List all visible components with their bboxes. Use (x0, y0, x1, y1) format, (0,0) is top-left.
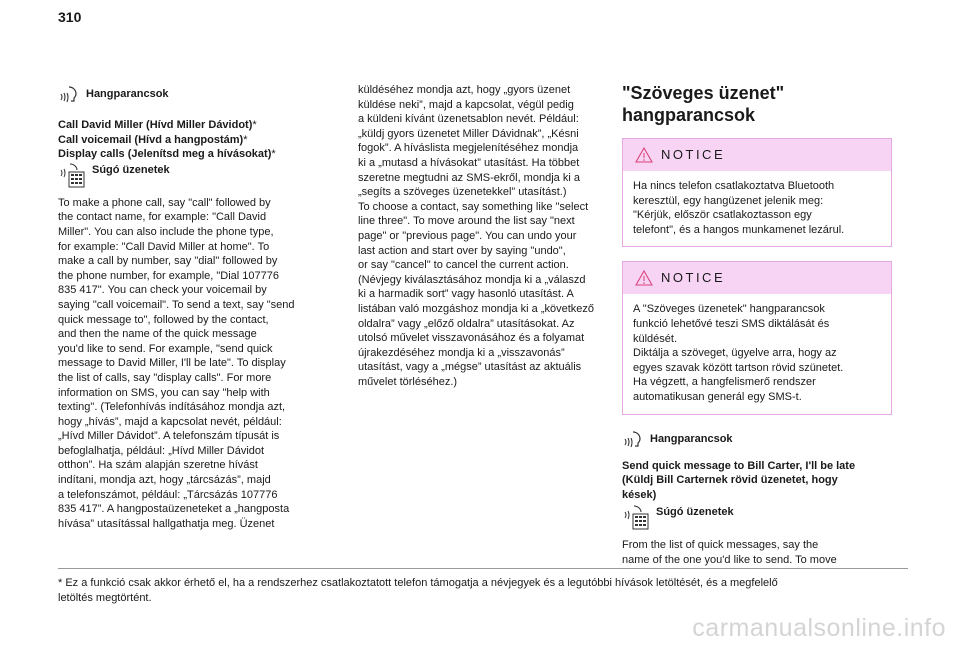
voice-command-icon (58, 84, 82, 108)
notice-header (623, 139, 891, 171)
tips-header (622, 504, 892, 532)
voice-command-icon (622, 429, 646, 453)
column-right (622, 82, 892, 568)
command-item: Call voicemail (Hívd a hangpostám)* (58, 133, 248, 146)
command-item: Display calls (Jelenítsd meg a hívásokat)* (58, 148, 276, 161)
body-text: küldéséhez mondja azt, hogy „gyors üzenet küldése neki”, majd a kapcsolat, végül pedig a küldeni kívánt üzenetsablon nevét. Például: „küldj gyors üzenetet Miller Dávidnak”, „Késni fogok”. A híváslista megjelenítéséhez mondja ki a „mutasd a hívásokat” utasítást. Ha többet szeretne megtudni az SMS-ekről, mondja ki a „segíts a szöveges üzenetekkel” utasítást.) To choose a contact, say something like "select line three". To move around the list say "next page" or "previous page". You can undo your last action and start over by saying "undo", or say "cancel" to cancel the current action. (Névjegy kiválasztásához mondja ki a „válaszd ki a harmadik sort” vagy hasonló utasítást. A listában való mozgáshoz mondja ki a „következő oldalra” vagy „előző oldalra” utasításokat. Az utolsó művelet visszavonásához és a folyamat újrakezdéséhez mondja ki a „visszavonás” utasítást, vagy a „mégse” utasítást az aktuális művelet törléséhez.) (358, 84, 595, 388)
voice-keypad-icon (622, 504, 652, 532)
footnote (58, 568, 908, 606)
footnote-text: * Ez a funkció csak akkor érhető el, ha a rendszerhez csatlakoztatott telefon támogatja a névjegyek és a legutóbbi hívások letöltését, és a megfelelő letöltés megtörtént. (58, 577, 778, 604)
notice-text: A "Szöveges üzenetek" hangparancsok funkció lehetővé teszi SMS diktálását és küldését. Diktálja a szöveget, ügyelve arra, hogy az egyes szavak között tartson rövid szünetet. Ha végzett, a hangfelismerő rendszer automatikusan generál egy SMS-t. (633, 303, 844, 403)
command-item: Call David Miller (Hívd Miller Dávidot)* (58, 119, 257, 131)
notice-text: Ha nincs telefon csatlakoztatva Bluetooth keresztül, egy hangüzenet jelenik meg: "Kérjük, először csatlakoztasson egy telefont", és a hangos munkamenet lezárul. (633, 180, 845, 236)
voice-commands-label: Hangparancsok (86, 88, 169, 100)
notice-title: NOTICE (661, 270, 726, 286)
voice-commands-header (622, 429, 892, 453)
command-list (58, 118, 328, 162)
column-left (58, 84, 328, 531)
warning-icon (635, 147, 653, 163)
body-text: To make a phone call, say "call" followed by the contact name, for example: "Call David Miller". You can also include the phone type, for example: "Call David Miller at home". To make a call by number, say "dial" followed by the phone number, for example, "Dial 107776 835 417". You can check your voicemail by saying "call voicemail". To send a text, say "send quick message to", followed by the contact, and then the name of the quick message you'd like to send. For example, "send quick message to David Miller, I'll be late". To display the list of calls, say "display calls". For more information on SMS, you can say "help with texting". (Telefonhívás indításához mondja azt, hogy „hívás”, majd a kapcsolat nevét, például: „Hívd Miller Dávidot”. A telefonszám típusát is befoglalhatja, például: „Hívd Miller Dávidot otthon”. Ha szám alapján szeretne hívást indítani, mondja azt, hogy „tárcsázás”, majd a telefonszámot, például: „Tárcsázás 107776 835 417”. A hangpostaüzeneteket a „hangposta hívása” utasítással hallgathatja meg. Üzenet (58, 196, 295, 530)
notice-header (623, 262, 891, 294)
voice-commands-label: Hangparancsok (650, 432, 733, 445)
tips-header (58, 162, 328, 190)
page-number: 310 (58, 9, 82, 25)
voice-keypad-icon (58, 162, 88, 190)
command-item: Send quick message to Bill Carter, I'll be late (Küldj Bill Carternek rövid üzenetet, hogy kések) (622, 459, 856, 501)
voice-commands-header (58, 84, 328, 108)
notice-title: NOTICE (661, 146, 726, 162)
notice-box (622, 138, 892, 247)
tips-label: Súgó üzenetek (656, 506, 734, 519)
warning-icon (635, 270, 653, 286)
watermark: carmanualsonline.info (692, 614, 946, 642)
body-text: From the list of quick messages, say the name of the one you'd like to send. To move (622, 539, 837, 566)
section-title: "Szöveges üzenet" hangparancsok (622, 83, 785, 125)
notice-box (622, 261, 892, 414)
tips-label: Súgó üzenetek (92, 163, 170, 176)
column-middle (358, 83, 620, 389)
